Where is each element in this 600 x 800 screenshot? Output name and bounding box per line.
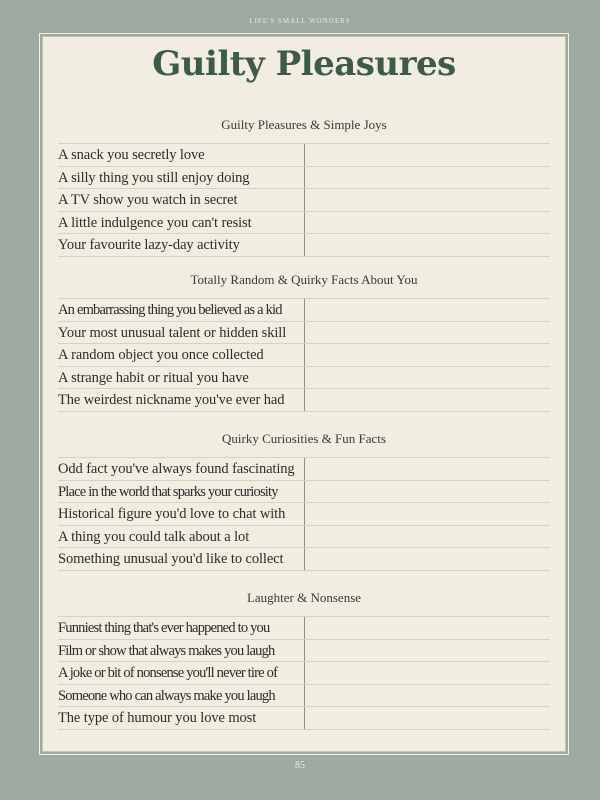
prompt-table <box>58 457 550 571</box>
prompt-label: Odd fact you've always found fascinating <box>58 458 305 480</box>
prompt-label: Your most unusual talent or hidden skill <box>58 322 305 344</box>
answer-field[interactable] <box>305 344 550 366</box>
prompt-label: Something unusual you'd like to collect <box>58 548 305 570</box>
answer-field[interactable] <box>305 526 550 548</box>
table-row <box>58 481 550 504</box>
table-row <box>58 322 550 345</box>
prompt-label: The type of humour you love most <box>58 707 305 729</box>
prompt-label: A joke or bit of nonsense you'll never tire of <box>58 662 305 684</box>
table-row <box>58 167 550 190</box>
answer-field[interactable] <box>305 167 550 189</box>
answer-field[interactable] <box>305 389 550 411</box>
table-row <box>58 707 550 730</box>
prompt-label: A strange habit or ritual you have <box>58 367 305 389</box>
answer-field[interactable] <box>305 144 550 166</box>
prompt-label: A silly thing you still enjoy doing <box>58 167 305 189</box>
section-heading: Totally Random & Quirky Facts About You <box>190 272 418 287</box>
table-row <box>58 685 550 708</box>
prompt-label: Someone who can always make you laugh <box>58 685 305 707</box>
section-guilty-pleasures <box>58 107 550 257</box>
prompt-label: Funniest thing that's ever happened to you <box>58 617 305 639</box>
answer-field[interactable] <box>305 548 550 570</box>
prompt-label: A thing you could talk about a lot <box>58 526 305 548</box>
answer-field[interactable] <box>305 189 550 211</box>
table-row <box>58 617 550 640</box>
table-row <box>58 212 550 235</box>
page-title: Guilty Pleasures <box>152 44 456 84</box>
section-heading: Quirky Curiosities & Fun Facts <box>222 431 386 446</box>
table-row <box>58 389 550 412</box>
table-row <box>58 503 550 526</box>
answer-field[interactable] <box>305 707 550 729</box>
answer-field[interactable] <box>305 617 550 639</box>
table-row <box>58 526 550 549</box>
prompt-label: Historical figure you'd love to chat with <box>58 503 305 525</box>
prompt-table <box>58 143 550 257</box>
prompt-label: A little indulgence you can't resist <box>58 212 305 234</box>
prompt-label: Film or show that always makes you laugh <box>58 640 305 662</box>
answer-field[interactable] <box>305 503 550 525</box>
table-row <box>58 234 550 257</box>
table-row <box>58 640 550 663</box>
section-laughter-nonsense <box>58 580 550 730</box>
prompt-label: A TV show you watch in secret <box>58 189 305 211</box>
table-row <box>58 189 550 212</box>
prompt-label: Place in the world that sparks your curiosity <box>58 481 305 503</box>
answer-field[interactable] <box>305 481 550 503</box>
prompt-table <box>58 616 550 730</box>
running-header: LIFE'S SMALL WONDERS <box>249 17 351 25</box>
page-number: 85 <box>295 760 305 771</box>
table-row <box>58 662 550 685</box>
section-heading: Laughter & Nonsense <box>246 590 362 605</box>
table-row <box>58 299 550 322</box>
answer-field[interactable] <box>305 234 550 256</box>
table-row <box>58 344 550 367</box>
prompt-label: An embarrassing thing you believed as a kid <box>58 299 305 321</box>
answer-field[interactable] <box>305 322 550 344</box>
section-quirky-facts <box>58 262 550 412</box>
prompt-table <box>58 298 550 412</box>
answer-field[interactable] <box>305 299 550 321</box>
prompt-label: A random object you once collected <box>58 344 305 366</box>
answer-field[interactable] <box>305 458 550 480</box>
answer-field[interactable] <box>305 662 550 684</box>
section-heading: Guilty Pleasures & Simple Joys <box>221 117 387 132</box>
answer-field[interactable] <box>305 685 550 707</box>
table-row <box>58 548 550 571</box>
table-row <box>58 367 550 390</box>
answer-field[interactable] <box>305 367 550 389</box>
prompt-label: The weirdest nickname you've ever had <box>58 389 305 411</box>
table-row <box>58 458 550 481</box>
prompt-label: Your favourite lazy-day activity <box>58 234 305 256</box>
prompt-label: A snack you secretly love <box>58 144 305 166</box>
section-quirky-curiosities <box>58 421 550 571</box>
table-row <box>58 144 550 167</box>
answer-field[interactable] <box>305 640 550 662</box>
answer-field[interactable] <box>305 212 550 234</box>
